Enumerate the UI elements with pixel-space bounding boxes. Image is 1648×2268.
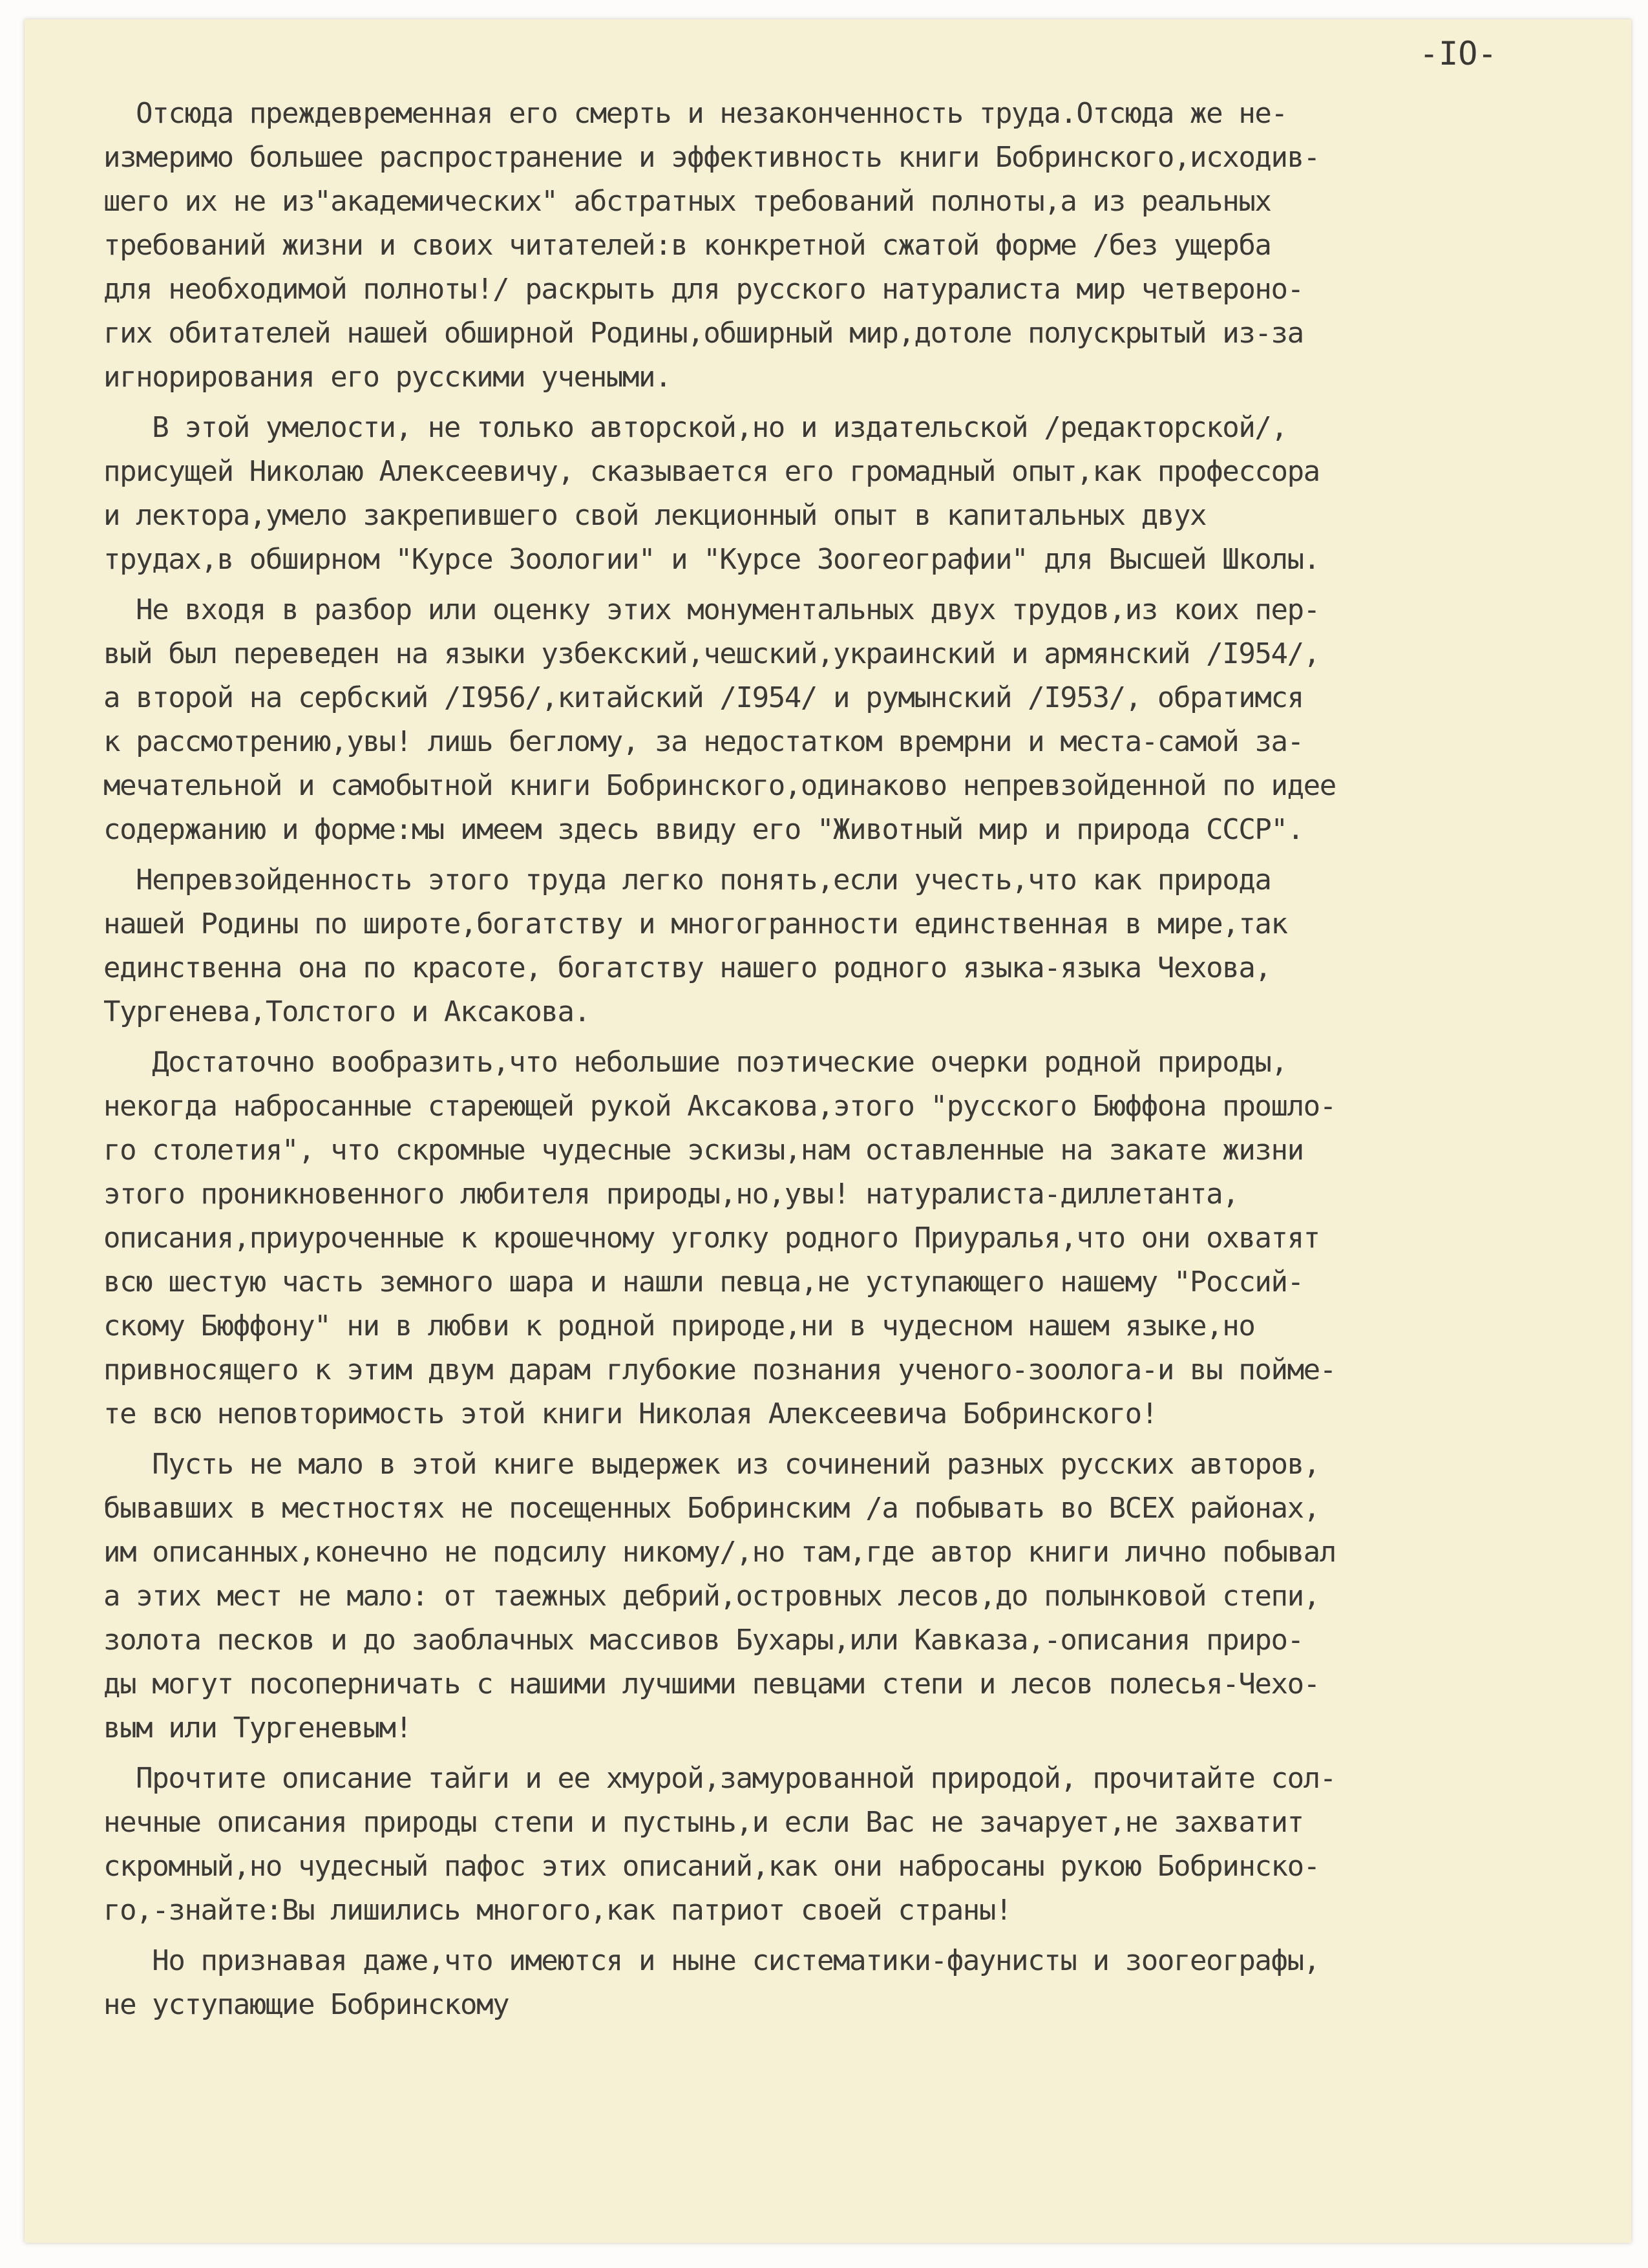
text-line: мечательной и самобытной книги Бобринского,одинаково непревзойденной по идее: [103, 769, 1336, 802]
text-line: ды могут посоперничать с нашими лучшими певцами степи и лесов полесья-Чехо-: [103, 1668, 1320, 1701]
text-line: В этой умелости, не только авторской,но и издательской /редакторской/,: [103, 411, 1287, 444]
text-line: присущей Николаю Алексеевичу, сказывается его громадный опыт,как профессора: [103, 455, 1320, 488]
text-line: Прочтите описание тайги и ее хмурой,замурованной природой, прочитайте сол-: [103, 1762, 1336, 1795]
text-line: нечные описания природы степи и пустынь,и если Вас не зачарует,не захватит: [103, 1806, 1304, 1839]
text-line: содержанию и форме:мы имеем здесь ввиду его "Животный мир и природа СССР".: [103, 813, 1304, 846]
text-line: и лектора,умело закрепившего свой лекционный опыт в капитальных двух: [103, 499, 1207, 532]
text-line: Непревзойденность этого труда легко понять,если учесть,что как природа: [103, 864, 1271, 896]
text-line: измеримо большее распространение и эффективность книги Бобринского,исходив-: [103, 141, 1320, 174]
text-line: вым или Тургеневым!: [103, 1712, 412, 1744]
text-line: Тургенева,Толстого и Аксакова.: [103, 995, 590, 1028]
text-line: всю шестую часть земного шара и нашли певца,не уступающего нашему "Россий-: [103, 1266, 1304, 1298]
text-line: а второй на сербский /I956/,китайский /I954/ и румынский /I953/, обратимся: [103, 681, 1304, 714]
page-number: -IO-: [1419, 35, 1497, 72]
text-line: Достаточно вообразить,что небольшие поэтические очерки родной природы,: [103, 1046, 1287, 1079]
text-line: единственна она по красоте, богатству нашего родного языка-языка Чехова,: [103, 951, 1271, 984]
text-line: бывавших в местностях не посещенных Бобринским /а побывать во ВСЕХ районах,: [103, 1492, 1320, 1525]
text-line: игнорирования его русскими учеными.: [103, 361, 671, 394]
text-line: для необходимой полноты!/ раскрыть для русского натуралиста мир четвероно-: [103, 273, 1304, 306]
text-line: Пусть не мало в этой книге выдержек из сочинений разных русских авторов,: [103, 1448, 1320, 1481]
text-line: Но признавая даже,что имеются и ныне систематики-фаунисты и зоогеографы,: [103, 1944, 1320, 1977]
text-line: скромный,но чудесный пафос этих описаний,как они набросаны рукою Бобринско-: [103, 1850, 1320, 1883]
text-line: трудах,в обширном "Курсе Зоологии" и "Курсе Зоогеографии" для Высшей Школы.: [103, 543, 1320, 576]
typed-text-body: [103, 92, 1616, 2027]
text-line: а этих мест не мало: от таежных дебрий,островных лесов,до полынковой степи,: [103, 1580, 1320, 1613]
text-line: те всю неповторимость этой книги Николая Алексеевича Бобринского!: [103, 1397, 1157, 1430]
text-line: го столетия", что скромные чудесные эскизы,нам оставленные на закате жизни: [103, 1134, 1304, 1167]
text-line: скому Бюффону" ни в любви к родной природе,ни в чудесном нашем языке,но: [103, 1309, 1255, 1342]
text-line: требований жизни и своих читателей:в конкретной сжатой форме /без ущерба: [103, 229, 1271, 262]
text-line: золота песков и до заоблачных массивов Бухары,или Кавказа,-описания приро-: [103, 1624, 1304, 1657]
text-line: Отсюда преждевременная его смерть и незаконченность труда.Отсюда же не-: [103, 97, 1287, 130]
text-line: Не входя в разбор или оценку этих монументальных двух трудов,из коих пер-: [103, 593, 1320, 626]
text-line: не уступающие Бобринскому: [103, 1988, 509, 2021]
text-line: шего их не из"академических" абстратных требований полноты,а из реальных: [103, 185, 1271, 218]
text-line: вый был переведен на языки узбекский,чешский,украинский и армянский /I954/,: [103, 637, 1320, 670]
text-line: описания,приуроченные к крошечному уголку родного Приуралья,что они охватят: [103, 1222, 1320, 1255]
text-line: к рассмотрению,увы! лишь беглому, за недостатком времрни и места-самой за-: [103, 725, 1304, 758]
text-line: им описанных,конечно не подсилу никому/,но там,где автор книги лично побывал: [103, 1536, 1336, 1569]
text-line: гих обитателей нашей обширной Родины,обширный мир,дотоле полускрытый из-за: [103, 317, 1304, 350]
text-line: привносящего к этим двум дарам глубокие познания ученого-зоолога-и вы пойме-: [103, 1353, 1336, 1386]
text-line: го,-знайте:Вы лишились многого,как патриот своей страны!: [103, 1894, 1012, 1927]
text-line: некогда набросанные стареющей рукой Аксакова,этого "русского Бюффона прошло-: [103, 1090, 1336, 1123]
text-line: этого проникновенного любителя природы,но,увы! натуралиста-диллетанта,: [103, 1178, 1239, 1211]
text-line: нашей Родины по широте,богатству и многогранности единственная в мире,так: [103, 907, 1287, 940]
